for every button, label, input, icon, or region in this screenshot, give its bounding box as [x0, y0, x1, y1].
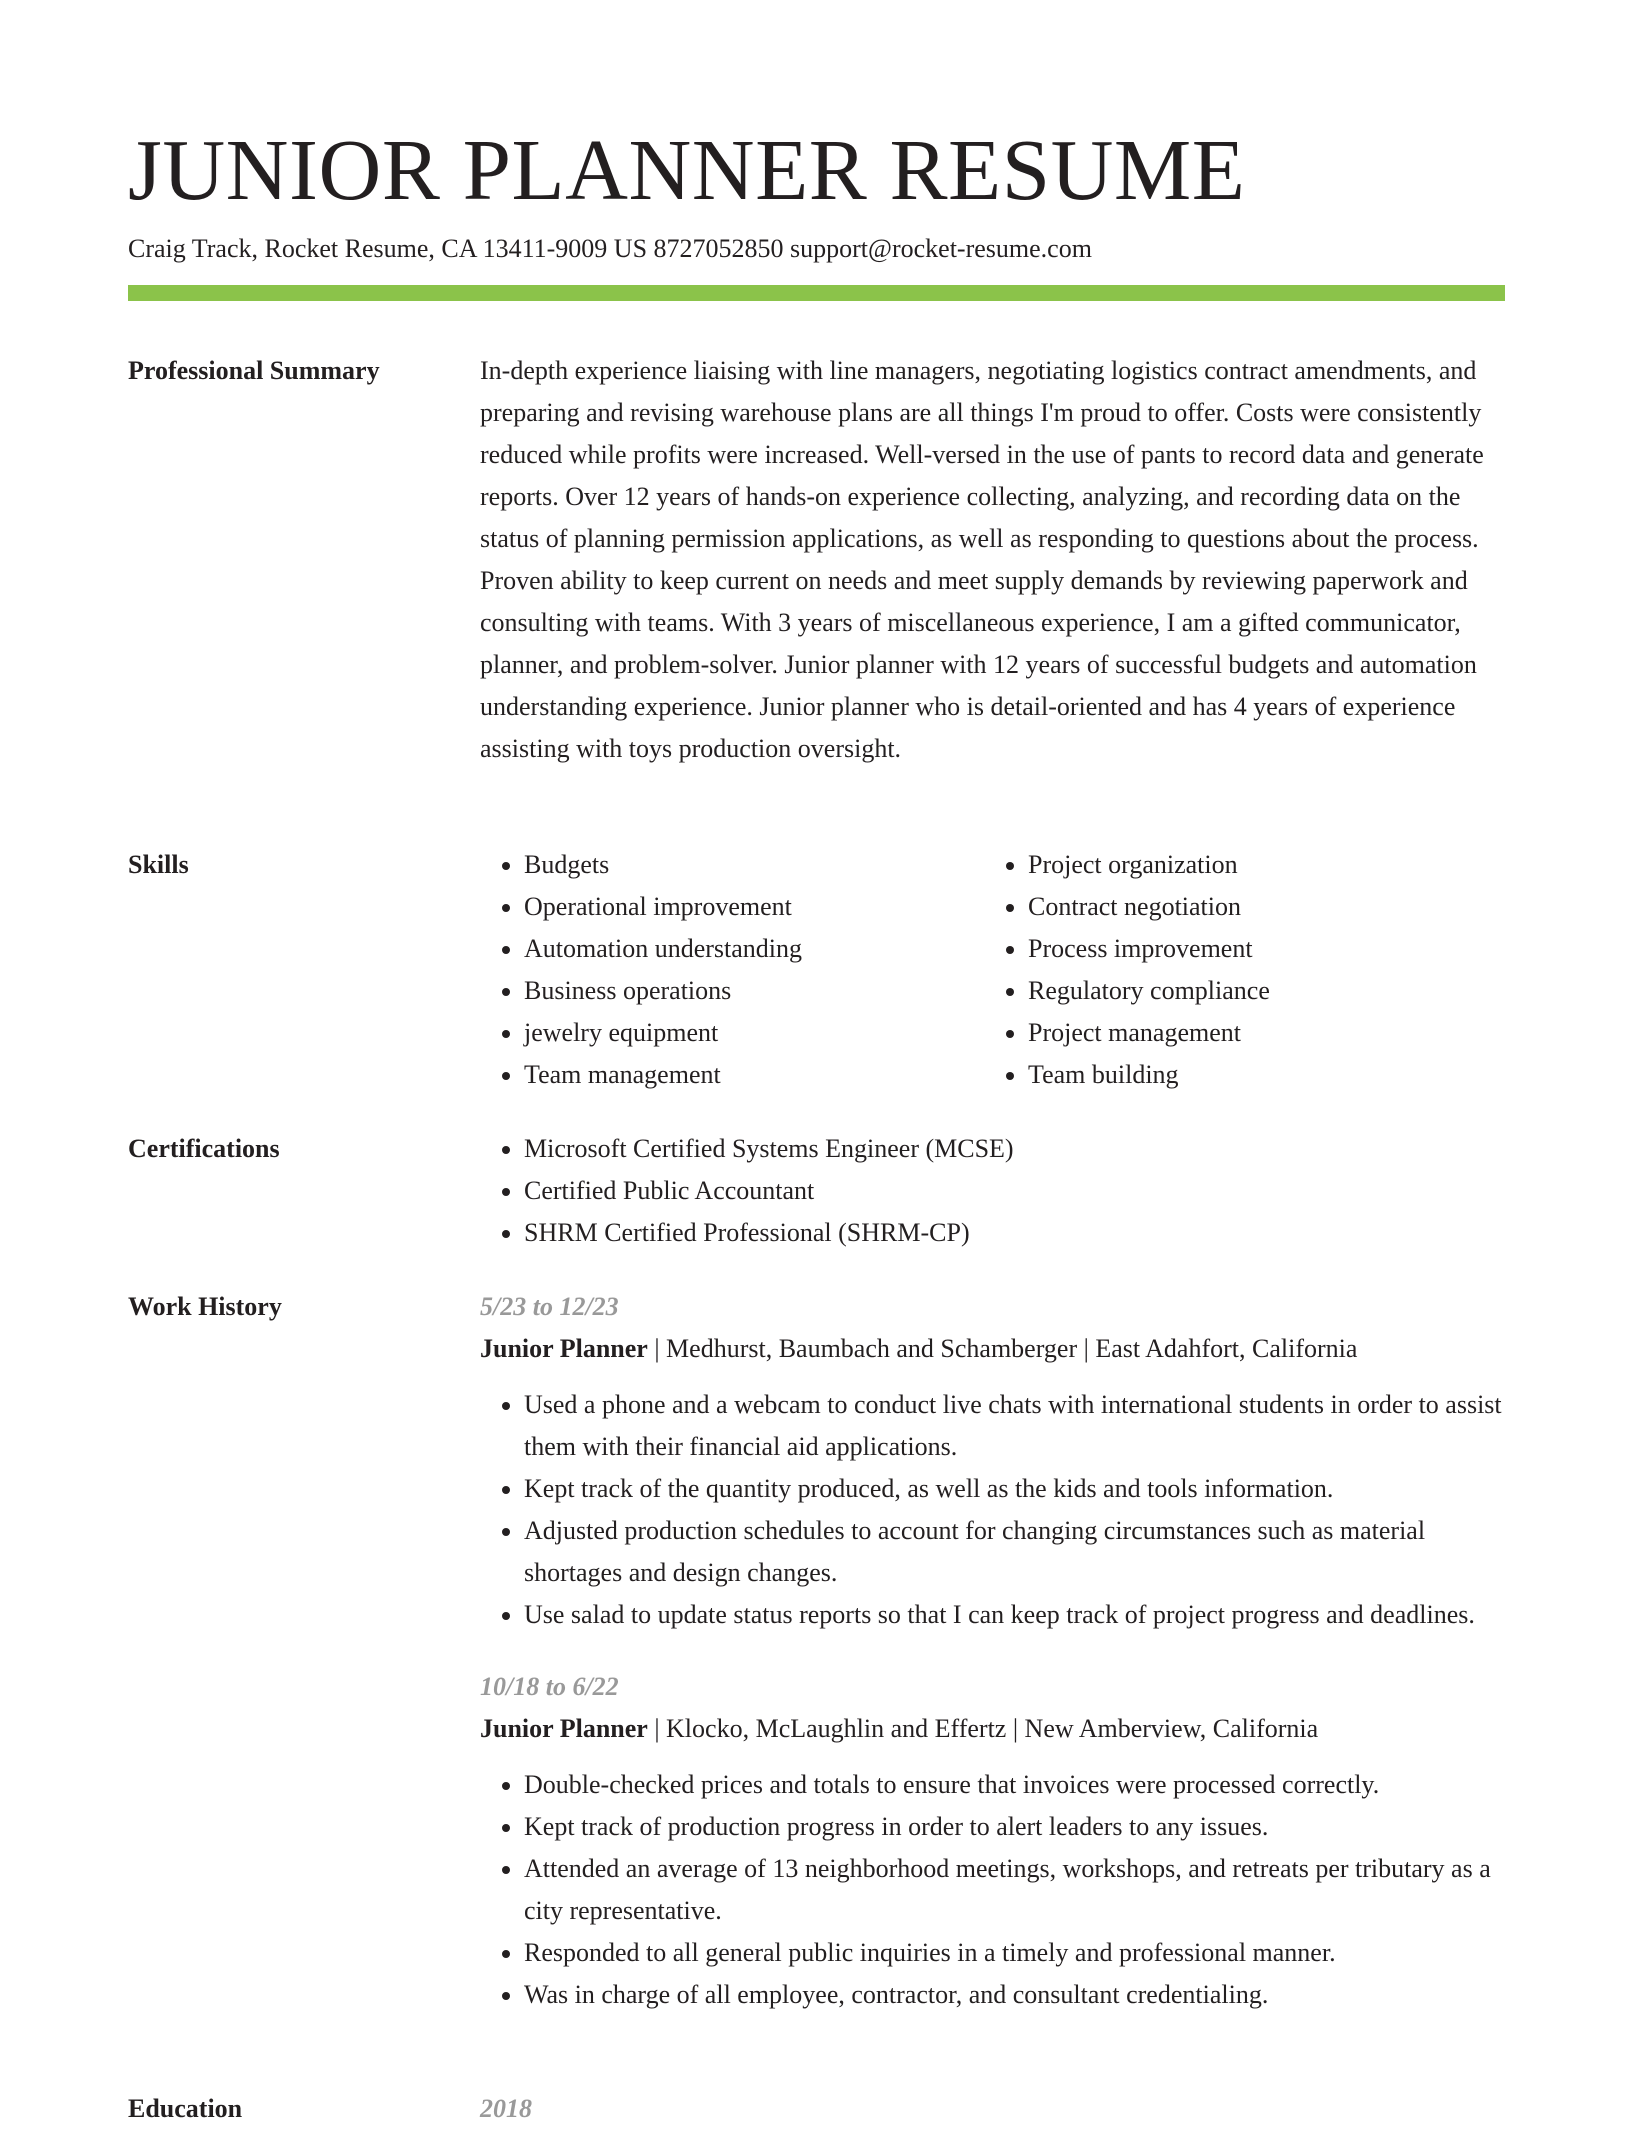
- skills-columns: [480, 844, 1505, 1096]
- job-dates: 10/18 to 6/22: [480, 1672, 619, 1701]
- job-heading: [480, 1328, 1505, 1370]
- job-bullets: [480, 1764, 1505, 2016]
- list-item: • Used a phone and a webcam to conduct live chats with international students in order to assist them with their financial aid applications.: [524, 1384, 1505, 1468]
- job-details: | Medhurst, Baumbach and Schamberger | East Adahfort, California: [647, 1334, 1358, 1363]
- certifications-body: [480, 1128, 1505, 1254]
- job-bullets: [480, 1384, 1505, 1636]
- list-item: • Adjusted production schedules to account for changing circumstances such as material shortages and design changes.: [524, 1510, 1505, 1594]
- list-item: • Certified Public Accountant: [524, 1170, 1505, 1212]
- list-item: • Project organization: [1028, 844, 1488, 886]
- list-item: • Double-checked prices and totals to ensure that invoices were processed correctly.: [524, 1764, 1505, 1806]
- summary-heading: Professional Summary: [128, 356, 380, 385]
- work-history-heading: Work History: [128, 1292, 282, 1321]
- certifications-list: [480, 1128, 1505, 1254]
- list-item: • Project management: [1028, 1012, 1488, 1054]
- contact-line: Craig Track, Rocket Resume, CA 13411-9009 US 8727052850 support@rocket-resume.com: [128, 234, 1092, 263]
- list-item: • Use salad to update status reports so that I can keep track of project progress and deadlines.: [524, 1594, 1505, 1636]
- education-dates: 2018: [480, 2094, 532, 2123]
- education-body: [480, 2088, 1505, 2130]
- accent-divider: [128, 285, 1505, 301]
- job-entry: [480, 1666, 1505, 2016]
- list-item: • Team management: [524, 1054, 984, 1096]
- list-item: • Budgets: [524, 844, 984, 886]
- list-item: • Responded to all general public inquiries in a timely and professional manner.: [524, 1932, 1505, 1974]
- list-item: • Regulatory compliance: [1028, 970, 1488, 1012]
- skills-list-left: [480, 844, 984, 1096]
- list-item: • Business operations: [524, 970, 984, 1012]
- education-heading: Education: [128, 2094, 243, 2123]
- summary-body: [480, 350, 1505, 770]
- list-item: • Operational improvement: [524, 886, 984, 928]
- list-item: • Kept track of the quantity produced, as well as the kids and tools information.: [524, 1468, 1505, 1510]
- list-item: • Was in charge of all employee, contractor, and consultant credentialing.: [524, 1974, 1505, 2016]
- job-dates: 5/23 to 12/23: [480, 1292, 619, 1321]
- list-item: • Microsoft Certified Systems Engineer (MCSE): [524, 1128, 1505, 1170]
- resume-title: JUNIOR PLANNER RESUME: [128, 121, 1246, 218]
- list-item: • Process improvement: [1028, 928, 1488, 970]
- job-heading: [480, 1708, 1505, 1750]
- skills-heading: Skills: [128, 850, 189, 879]
- list-item: • jewelry equipment: [524, 1012, 984, 1054]
- list-item: • Attended an average of 13 neighborhood meetings, workshops, and retreats per tributary as a city representative.: [524, 1848, 1505, 1932]
- job-title: Junior Planner: [480, 1714, 648, 1743]
- skills-list-right: [984, 844, 1488, 1096]
- list-item: • Contract negotiation: [1028, 886, 1488, 928]
- job-title: Junior Planner: [480, 1334, 648, 1363]
- list-item: • SHRM Certified Professional (SHRM-CP): [524, 1212, 1505, 1254]
- summary-text: In-depth experience liaising with line managers, negotiating logistics contract amendments, and preparing and revising warehouse plans are all things I'm proud to offer. Costs were consistently reduced while profits were increased. Well-versed in the use of pants to record data and generate reports. Over 12 years of hands-on experience collecting, analyzing, and recording data on the status of planning permission applications, as well as responding to questions about the process. Proven ability to keep current on needs and meet supply demands by reviewing paperwork and consulting with teams. With 3 years of miscellaneous experience, I am a gifted communicator, planner, and problem-solver. Junior planner with 12 years of successful budgets and automation understanding experience. Junior planner who is detail-oriented and has 4 years of experience assisting with toys production oversight.: [480, 356, 1484, 763]
- list-item: • Team building: [1028, 1054, 1488, 1096]
- job-details: | Klocko, McLaughlin and Effertz | New Amberview, California: [647, 1714, 1319, 1743]
- list-item: • Kept track of production progress in order to alert leaders to any issues.: [524, 1806, 1505, 1848]
- certifications-heading: Certifications: [128, 1134, 280, 1163]
- job-entry: [480, 1286, 1505, 1636]
- work-history-body: [480, 1286, 1505, 2046]
- list-item: • Automation understanding: [524, 928, 984, 970]
